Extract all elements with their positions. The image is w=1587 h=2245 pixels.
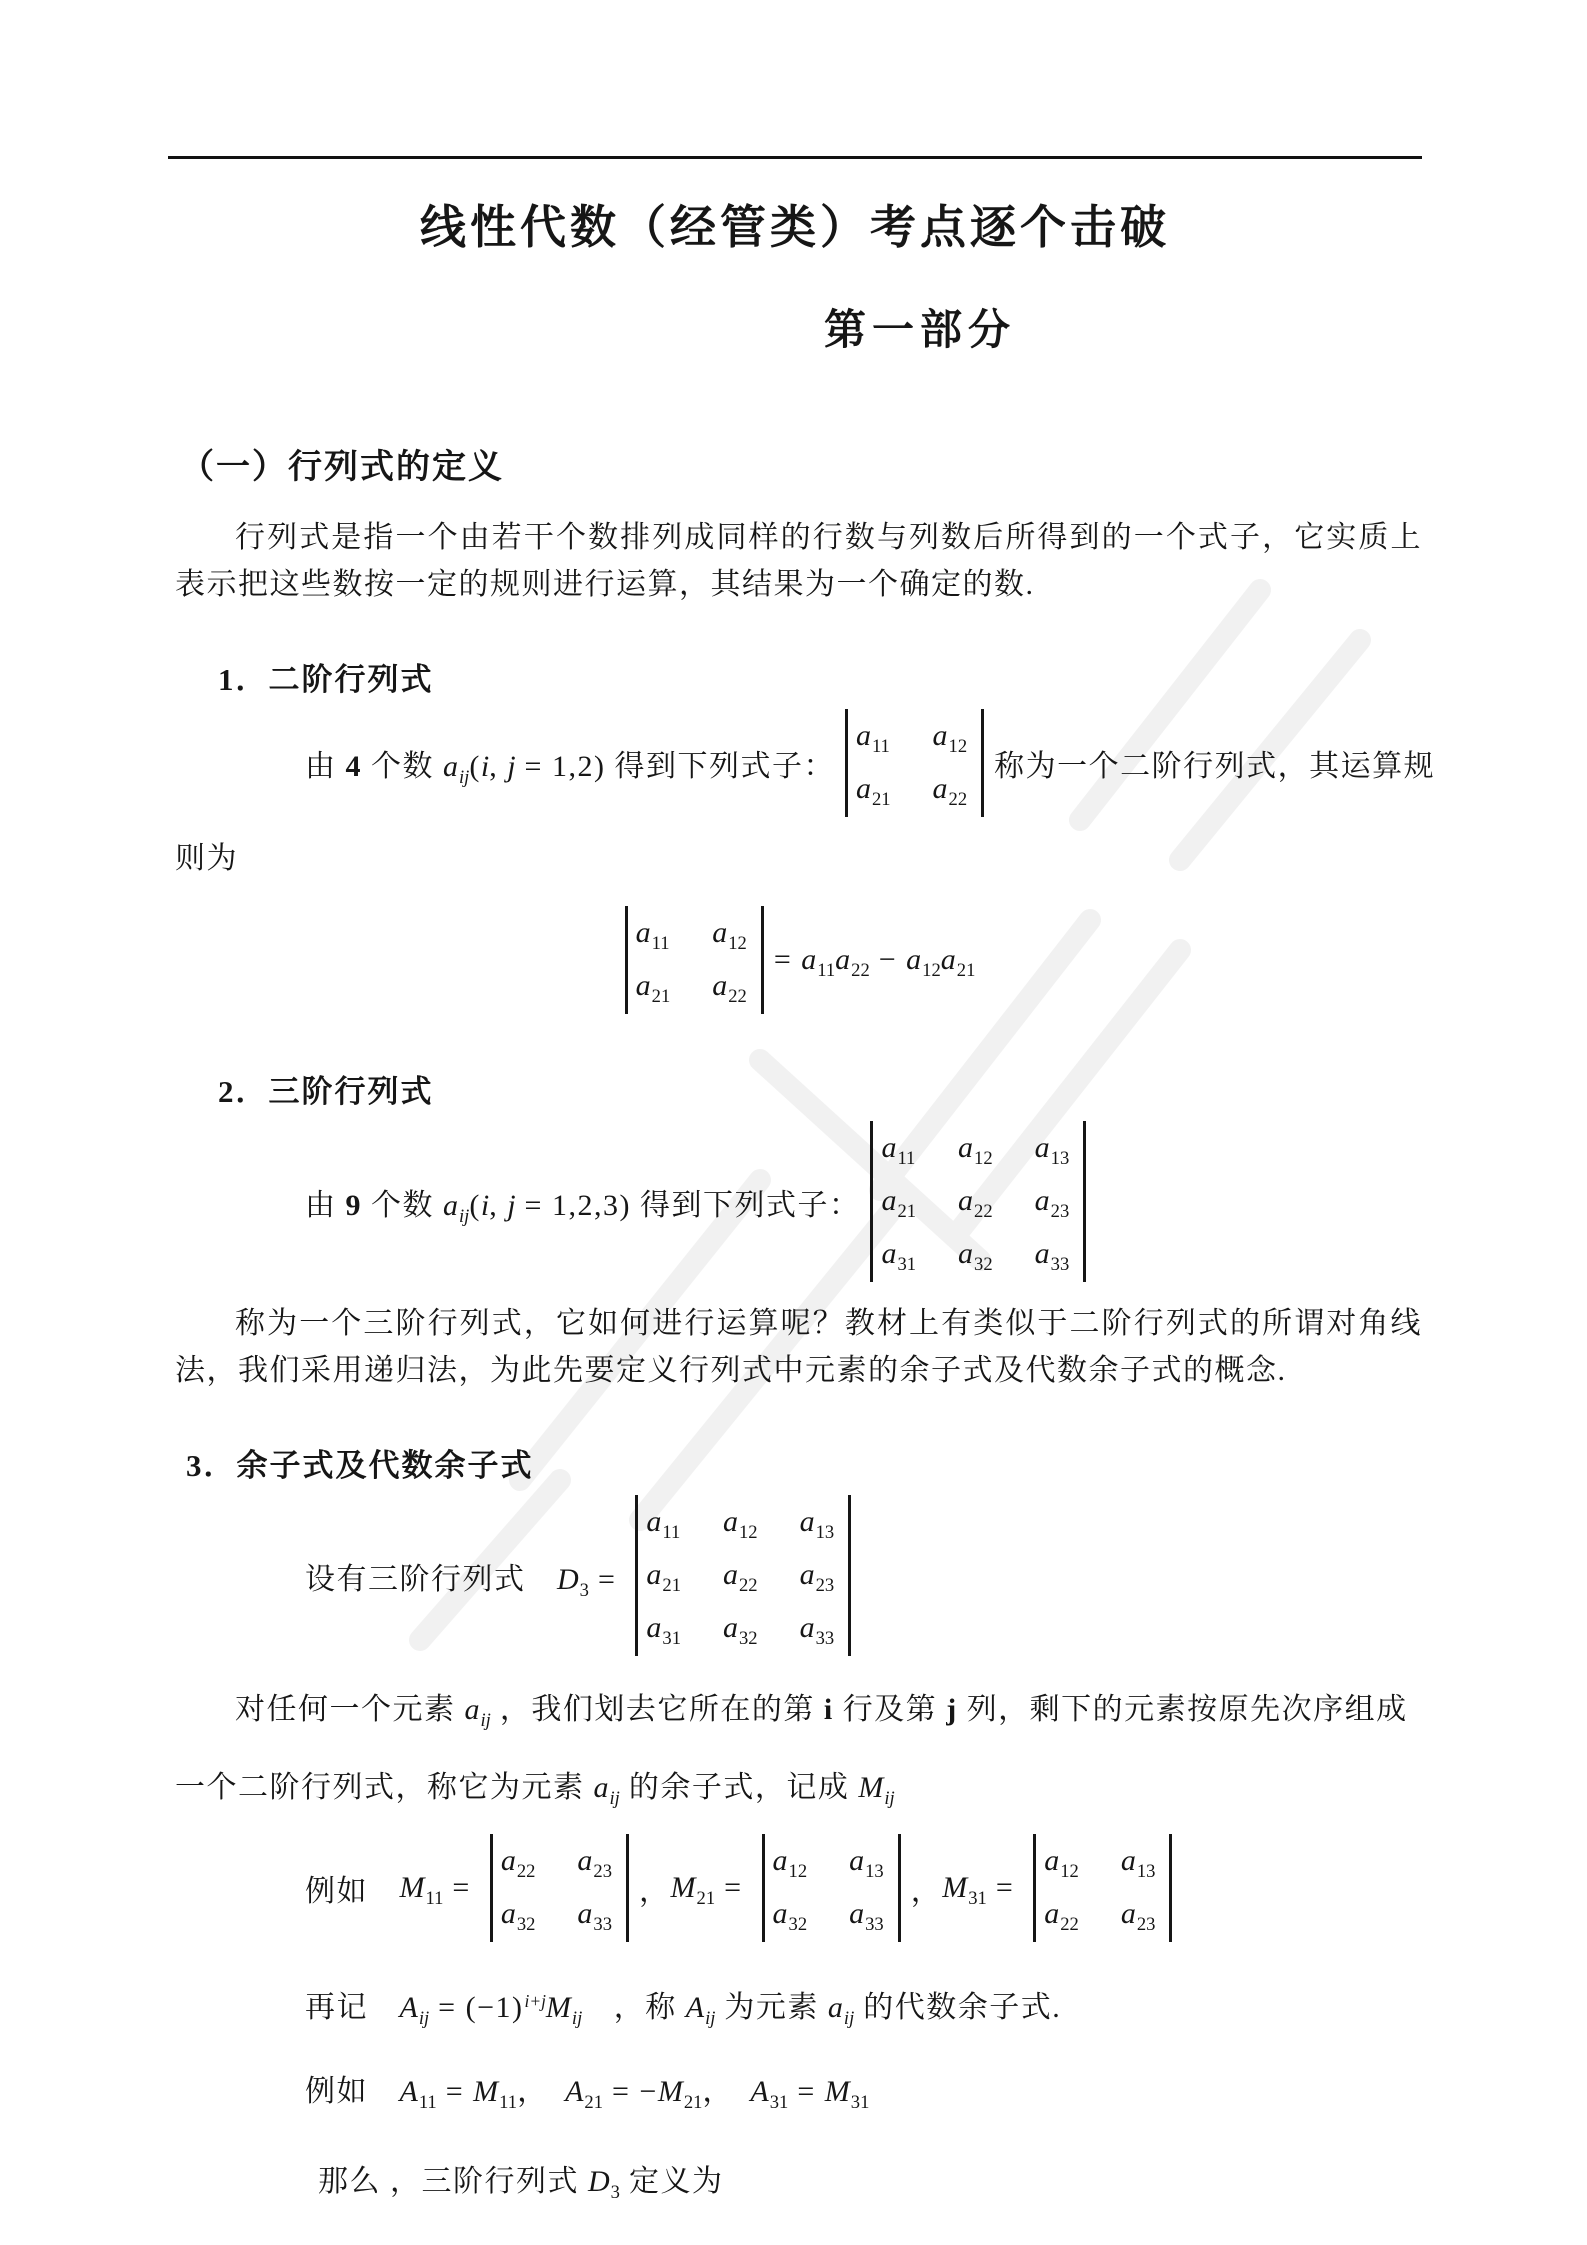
- text-comma-1: ，: [639, 1875, 671, 1908]
- line-3x3-intro: [305, 1121, 1422, 1282]
- page-title: 线性代数（经管类）考点逐个击破: [420, 202, 1170, 253]
- determinant-m21: $a_{12}$ $a_{13}$ $a_{32}$ $a_{33}$: [762, 1834, 901, 1942]
- text-3x3-intro: 由 9 个数 $a_{ij}(i$, j = 1,2,3) 得到下列式子：: [305, 1188, 861, 1227]
- text-comma-2: ，: [910, 1875, 943, 1908]
- determinant-3x3: $a_{11}$ $a_{12}$ $a_{13}$ $a_{21}$ $a_{22}$ $a_{23}$ $a_{31}$ $a_{32}$ $a_{33}$: [870, 1121, 1086, 1282]
- part-subtitle: 第一部分: [823, 308, 1016, 354]
- section-definition-paragraph: 行列式是指一个由若干个数排列成同样的行数与列数后所得到的一个式子，它实质上表示把这些数按一定的规则进行运算，其结果为一个确定的数.: [175, 521, 1422, 601]
- heading-third-order: 2．三阶行列式: [218, 1074, 434, 1109]
- heading-second-order: 1．二阶行列式: [218, 662, 434, 697]
- section-3x3-paragraph: 称为一个三阶行列式，它如何进行运算呢？教材上有类似于二阶行列式的所谓对角线法，我们采用递归法，为此先要定义行列式中元素的余子式及代数余子式的概念.: [175, 1307, 1422, 1387]
- text-2x2-outro: 称为一个二阶行列式，其运算规: [994, 750, 1436, 783]
- header-rule: [168, 156, 1422, 159]
- line-2x2-intro: [305, 709, 1436, 817]
- determinant-m11: $a_{22}$ $a_{23}$ $a_{32}$ $a_{33}$: [490, 1834, 629, 1942]
- text-2x2-intro: 由 4 个数 $a_{ij}(i$, j = 1,2) 得到下列式子：: [305, 750, 835, 789]
- determinant-m31: $a_{12}$ $a_{13}$ $a_{22}$ $a_{23}$: [1033, 1834, 1172, 1942]
- determinant-2x2-lhs: $a_{11}$ $a_{12}$ $a_{21}$ $a_{22}$: [625, 906, 764, 1014]
- text-m11-eq: $M_{11}$ =: [399, 1871, 480, 1910]
- text-d3-setup: 设有三阶行列式 $D_3$ =: [305, 1562, 626, 1601]
- paragraph-minor-line1: 对任何一个元素 $a_{ij}$ ，我们划去它所在的第 i 行及第 j 列，剩下的元素按原先次序组成: [235, 1693, 1408, 1732]
- page-content: [0, 156, 1587, 2204]
- line-d3-setup: [305, 1495, 1422, 1656]
- line-closing: 那么 ，三阶行列式 $D_3$ 定义为: [318, 2165, 724, 2204]
- equation-2x2-expansion: [168, 906, 1422, 1014]
- determinant-d3: $a_{11}$ $a_{12}$ $a_{13}$ $a_{21}$ $a_{22}$ $a_{23}$ $a_{31}$ $a_{32}$ $a_{33}$: [635, 1495, 851, 1656]
- line-cofactor-examples: 例如 $A_{11} = M_{11}$， $A_{21} = -M_{21}$， $A_{31} = M_{31}$: [305, 2075, 870, 2114]
- section-definition-heading: （一）行列式的定义: [180, 449, 504, 486]
- determinant-2x2: $a_{11}$ $a_{12}$ $a_{21}$ $a_{22}$: [845, 709, 984, 817]
- paragraph-minor-line2: 一个二阶行列式，称它为元素 $a_{ij}$ 的余子式，记成 $M_{ij}$: [175, 1771, 895, 1810]
- heading-minors: 3．余子式及代数余子式: [186, 1448, 534, 1483]
- line-rule-continuation: 则为: [175, 842, 238, 875]
- text-m31-eq: $M_{31}$ =: [942, 1871, 1024, 1910]
- line-cofactor-definition: 再记 $A_{ij} = (-1)^{i+j}M_{ij}$ ，称 $A_{ij}$ 为元素 $a_{ij}$ 的代数余子式.: [305, 1991, 1062, 2030]
- text-2x2-rhs: = $a_{11}a_{22} - a_{12}a_{21}$: [773, 943, 976, 982]
- text-example-lead: 例如: [305, 1875, 400, 1908]
- line-minor-examples: [305, 1834, 1422, 1942]
- text-m21-eq: $M_{21}$ =: [670, 1871, 752, 1910]
